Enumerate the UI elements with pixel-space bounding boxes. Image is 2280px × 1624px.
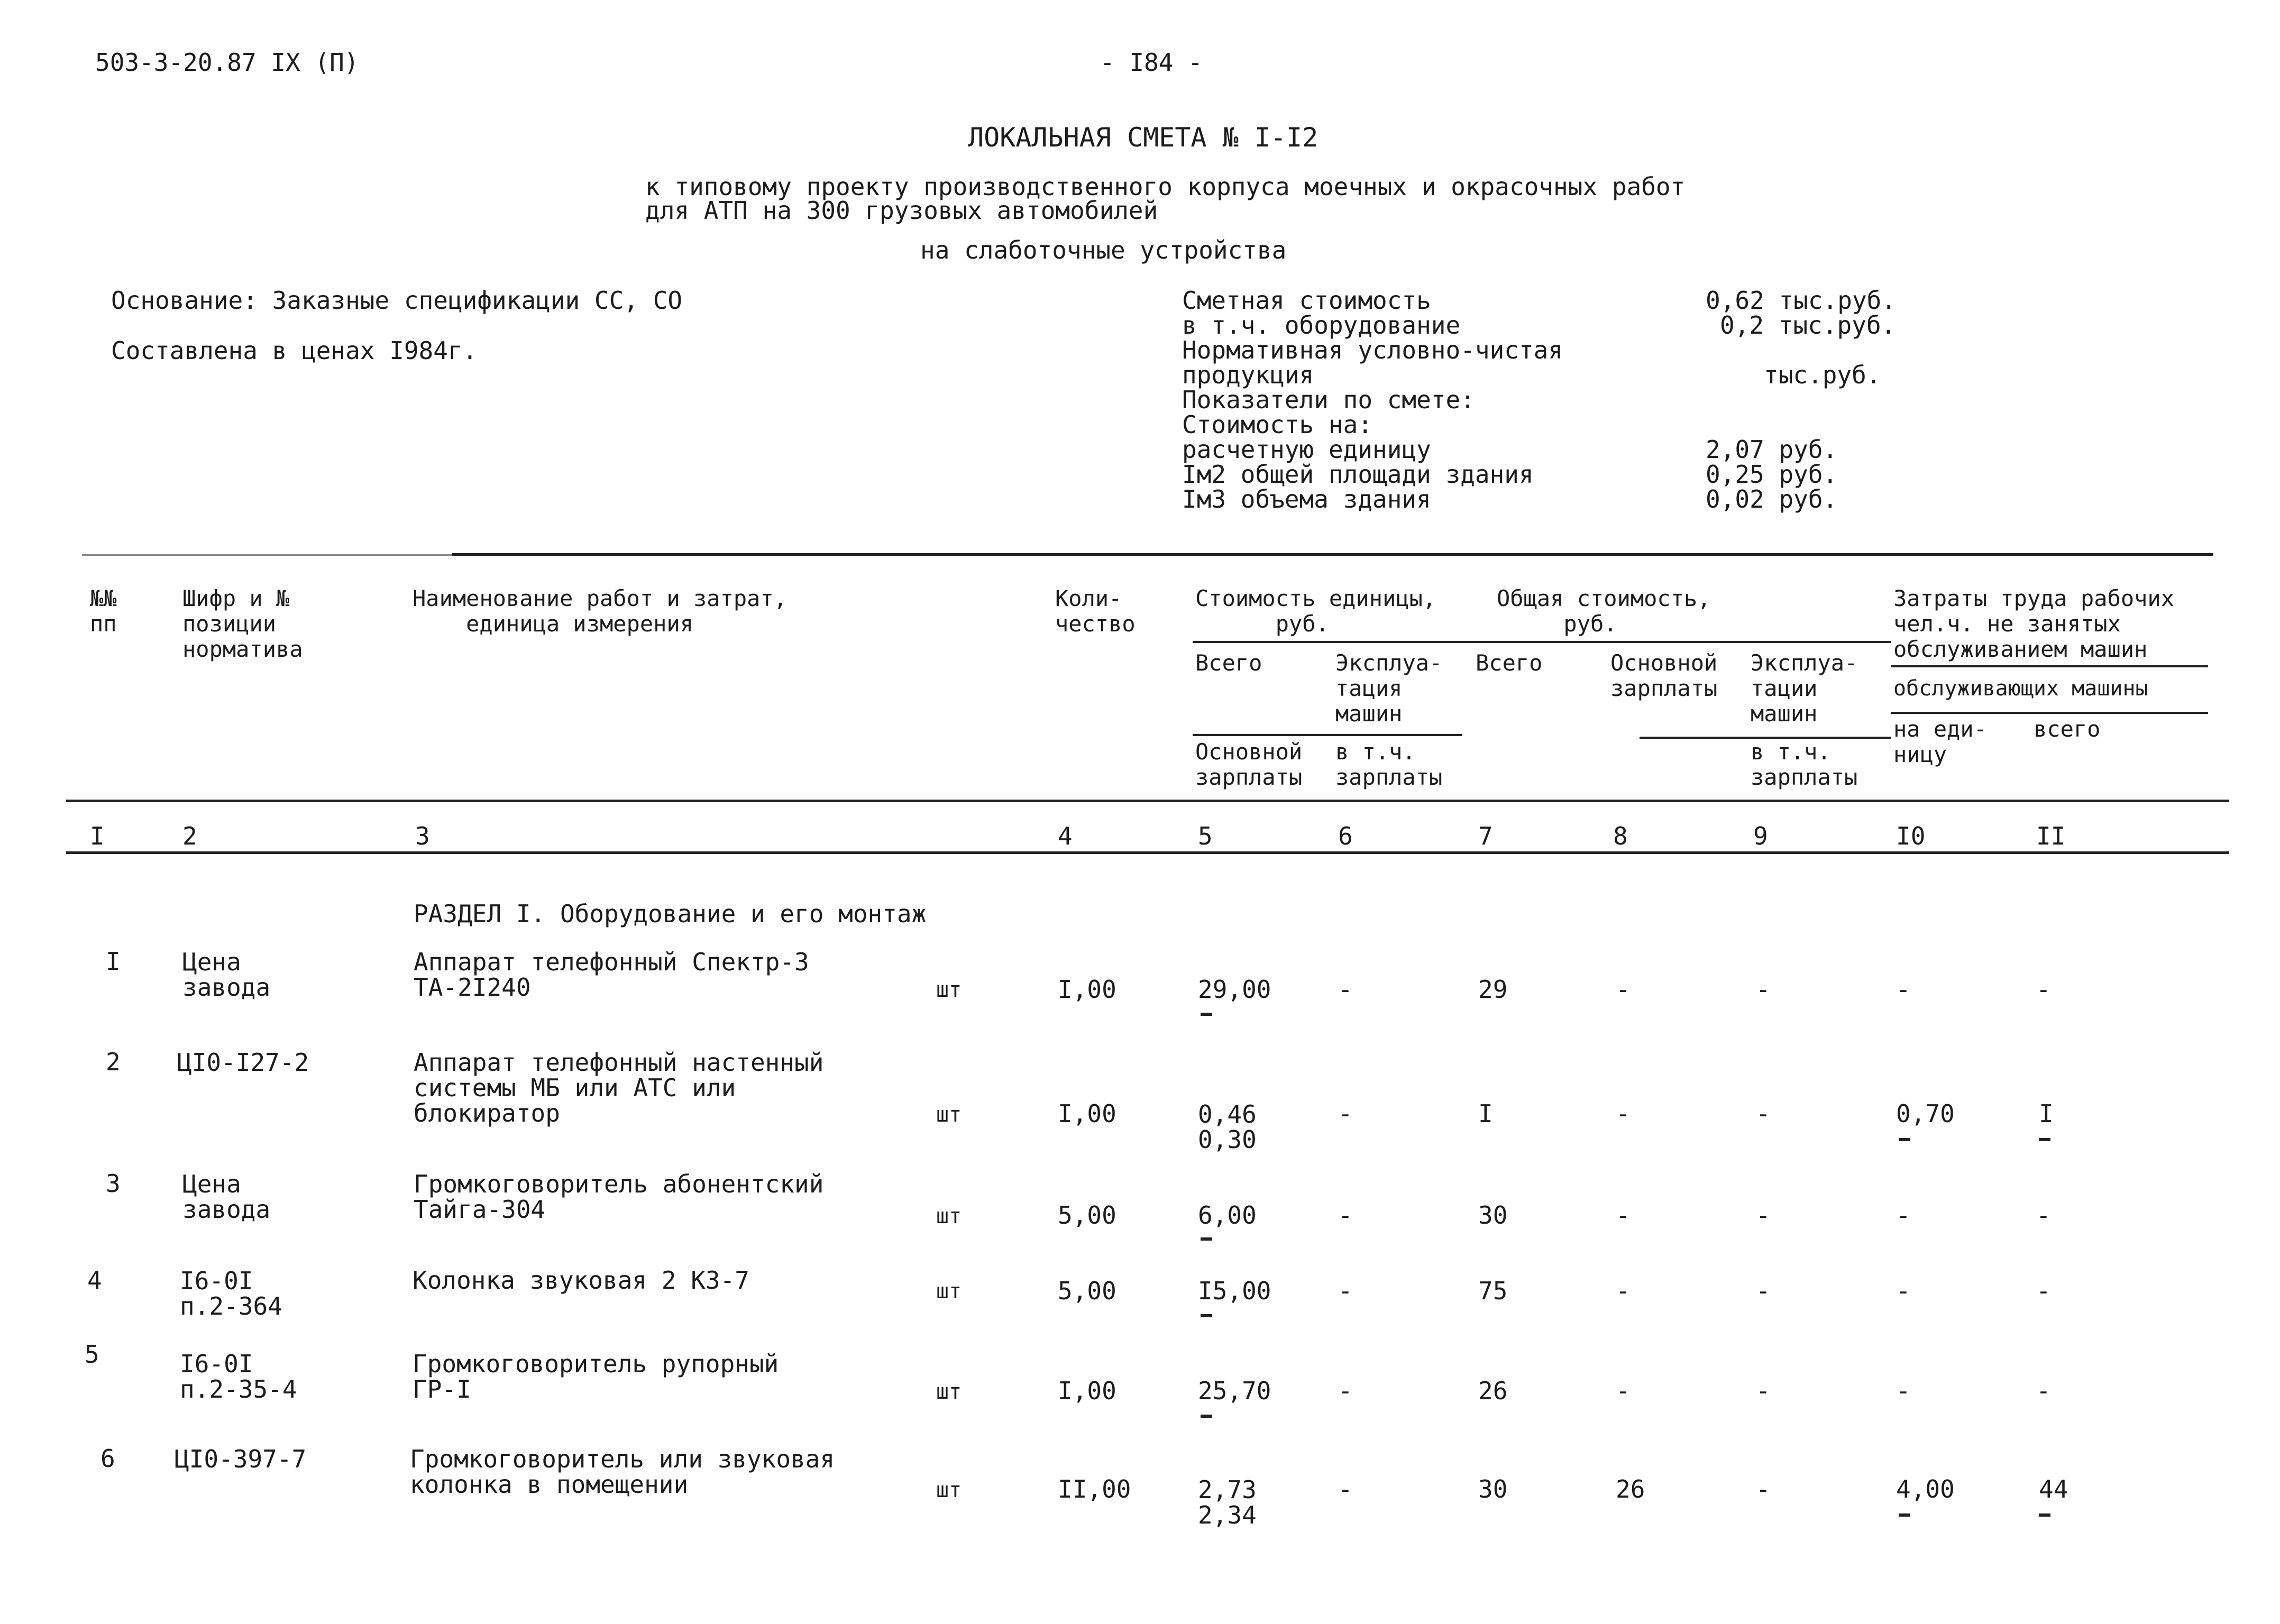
- row-labor-total: -: [2036, 1377, 2051, 1405]
- row-unit-wage-dash: [1201, 1415, 1212, 1418]
- subtitle-line-3: на слаботочные устройства: [920, 236, 1287, 264]
- row-name: Аппарат телефонный настенный системы МБ или АТС или блокиратор: [414, 1048, 824, 1127]
- row-unit-machines: -: [1338, 1099, 1353, 1128]
- column-number-6: 6: [1338, 822, 1353, 850]
- row-total-wage: -: [1616, 975, 1631, 1004]
- row-unit: шт: [936, 1103, 962, 1127]
- column-number-5: 5: [1198, 822, 1213, 850]
- row-unit: шт: [936, 1204, 962, 1228]
- equipment-value: 0,2 тыс.руб.: [1720, 311, 1896, 340]
- header-labor-group: Затраты труда рабочих чел.ч. не занятых обслуживанием машин: [1893, 585, 2175, 662]
- row-number: 2: [106, 1048, 121, 1076]
- estimated-cost-value: 0,62 тыс.руб.: [1706, 286, 1897, 315]
- row-number: 5: [85, 1340, 99, 1369]
- row-unit: шт: [936, 1279, 962, 1304]
- row-unit: шт: [936, 1380, 962, 1404]
- column-number-11: II: [2036, 822, 2066, 850]
- row-total: 30: [1478, 1475, 1508, 1503]
- row-number: 4: [87, 1266, 102, 1295]
- row-labor-total-dash: [2039, 1513, 2050, 1517]
- basis-prices-year: Составлена в ценах I984г.: [111, 336, 478, 365]
- column-number-4: 4: [1058, 822, 1073, 850]
- header-labor-sub: обслуживающих машины: [1893, 676, 2148, 701]
- row-total-wage: -: [1616, 1099, 1631, 1128]
- row-code: ЦI0-397-7: [175, 1445, 307, 1473]
- subtitle-line-2: для АТП на 300 грузовых автомобилей: [645, 196, 1158, 225]
- header-c11: всего: [2034, 716, 2101, 742]
- row-labor-total: -: [2036, 1201, 2051, 1230]
- row-quantity: I,00: [1058, 1099, 1116, 1128]
- per-m2-value: 0,25 руб.: [1706, 460, 1838, 489]
- header-c6-top: Эксплуа- тация машин: [1335, 650, 1443, 727]
- row-unit-wage-dash: [1201, 1013, 1212, 1016]
- row-number: 3: [106, 1169, 121, 1198]
- table-top-rule-faint: [82, 554, 452, 556]
- header-c9-top: Эксплуа- тации машин: [1751, 650, 1858, 727]
- row-quantity: 5,00: [1058, 1277, 1116, 1305]
- row-labor-per-unit: 4,00: [1896, 1475, 1955, 1503]
- header-c7-top: Всего: [1476, 650, 1543, 676]
- document-code: 503-3-20.87 IX (П): [95, 48, 359, 77]
- header-c5-bottom: Основной зарплаты: [1195, 739, 1303, 790]
- header-c8-top: Основной зарплаты: [1610, 650, 1718, 701]
- per-m3-value: 0,02 руб.: [1706, 485, 1838, 513]
- row-unit-machines: -: [1338, 1475, 1353, 1503]
- row-total-wage: -: [1616, 1377, 1631, 1405]
- row-name: Громкоговоритель абонентский Тайга-304: [414, 1170, 824, 1224]
- indicators-label: Показатели по смете:: [1182, 386, 1475, 414]
- row-unit-cost-total: 0,46 0,30: [1198, 1100, 1257, 1154]
- unit-cost-split-rule: [1193, 734, 1462, 736]
- header-col-code: Шифр и № позиции норматива: [182, 585, 303, 662]
- row-unit-cost-total: 25,70: [1198, 1377, 1271, 1405]
- row-unit: шт: [936, 978, 962, 1002]
- row-total: 26: [1478, 1377, 1508, 1405]
- column-number-1: I: [90, 822, 105, 850]
- column-number-9: 9: [1753, 822, 1768, 850]
- header-unit-cost-group: Стоимость единицы, руб.: [1195, 585, 1436, 637]
- labor-group-rule: [1891, 665, 2208, 667]
- row-unit-cost-total: 2,73 2,34: [1198, 1475, 1257, 1529]
- row-unit-cost-total: 6,00: [1198, 1201, 1257, 1230]
- row-unit-machines: -: [1338, 1201, 1353, 1230]
- row-code: Цена завода: [182, 948, 271, 1002]
- row-unit: шт: [936, 1478, 962, 1502]
- row-labor-per-unit: -: [1896, 975, 1911, 1004]
- normative-value: тыс.руб.: [1764, 361, 1881, 389]
- row-name: Громкоговоритель рупорный ГР-I: [413, 1350, 779, 1403]
- row-labor-total: I: [2039, 1099, 2054, 1128]
- row-unit-machines: -: [1338, 975, 1353, 1004]
- row-labor-total: -: [2036, 975, 2051, 1004]
- row-labor-per-unit-dash: [1899, 1138, 1910, 1141]
- table-top-rule: [452, 553, 2213, 556]
- column-number-3: 3: [415, 822, 430, 850]
- header-c5-top: Всего: [1195, 650, 1262, 676]
- row-labor-per-unit: 0,70: [1896, 1099, 1955, 1128]
- row-total-wage: -: [1616, 1201, 1631, 1230]
- row-total: 30: [1478, 1201, 1508, 1230]
- row-code: I6-0I п.2-364: [180, 1267, 282, 1320]
- row-quantity: 5,00: [1058, 1201, 1116, 1230]
- row-labor-per-unit: -: [1896, 1277, 1911, 1305]
- equipment-label: в т.ч. оборудование: [1182, 311, 1461, 340]
- row-total: 29: [1478, 975, 1508, 1004]
- row-number: I: [106, 947, 121, 976]
- row-quantity: I,00: [1058, 1377, 1116, 1405]
- header-c9-bottom: в т.ч. зарплаты: [1751, 739, 1858, 790]
- header-col-quantity: Коли- чество: [1055, 585, 1136, 637]
- estimated-cost-label: Сметная стоимость: [1182, 286, 1431, 315]
- per-unit-value: 2,07 руб.: [1706, 435, 1838, 464]
- document-title: ЛОКАЛЬНАЯ СМЕТА № I-I2: [968, 122, 1318, 153]
- row-total-machines: -: [1756, 1377, 1771, 1405]
- subtitle-line-1: к типовому проекту производственного корпуса моечных и окрасочных работ: [645, 172, 1686, 201]
- column-number-7: 7: [1478, 822, 1493, 850]
- cost-group-rule: [1193, 641, 1891, 643]
- normative-label-1: Нормативная условно-чистая: [1182, 336, 1563, 364]
- cost-per-label: Стоимость на:: [1182, 410, 1373, 439]
- header-col-number: №№ пп: [90, 585, 117, 637]
- row-name: Громкоговоритель или звуковая колонка в помещении: [410, 1445, 835, 1499]
- per-m2-label: Iм2 общей площади здания: [1182, 460, 1534, 489]
- row-labor-per-unit: -: [1896, 1201, 1911, 1230]
- header-bottom-rule: [66, 800, 2229, 802]
- row-total-wage: -: [1616, 1277, 1631, 1305]
- row-labor-per-unit: -: [1896, 1377, 1911, 1405]
- row-unit-cost-total: I5,00: [1198, 1277, 1271, 1305]
- row-total-wage: 26: [1616, 1475, 1645, 1503]
- row-unit-wage-dash: [1201, 1237, 1212, 1241]
- row-code: Цена завода: [182, 1170, 271, 1224]
- row-unit-machines: -: [1338, 1377, 1353, 1405]
- column-number-8: 8: [1613, 822, 1628, 850]
- row-unit-wage-dash: [1201, 1314, 1212, 1317]
- row-labor-total-dash: [2039, 1138, 2050, 1141]
- header-c10: на еди- ницу: [1893, 716, 1988, 767]
- header-col-name: Наименование работ и затрат, единица измерения: [413, 585, 788, 637]
- page-number: - I84 -: [1100, 48, 1203, 77]
- basis-specifications: Основание: Заказные спецификации СС, СО: [111, 286, 683, 315]
- column-number-2: 2: [182, 822, 197, 850]
- per-unit-label: расчетную единицу: [1182, 435, 1431, 464]
- normative-label-2: продукция: [1182, 361, 1314, 389]
- section-title: РАЗДЕЛ I. Оборудование и его монтаж: [414, 900, 927, 928]
- row-code: ЦI0-I27-2: [177, 1048, 309, 1077]
- column-number-10: I0: [1896, 822, 1926, 850]
- row-total-machines: -: [1756, 1277, 1771, 1305]
- row-total-machines: -: [1756, 1201, 1771, 1230]
- row-total: 75: [1478, 1277, 1508, 1305]
- header-total-cost-group: Общая стоимость, руб.: [1497, 585, 1711, 637]
- row-total-machines: -: [1756, 975, 1771, 1004]
- row-labor-per-unit-dash: [1899, 1513, 1910, 1517]
- row-unit-cost-total: 29,00: [1198, 975, 1271, 1004]
- column-numbers-rule: [66, 851, 2229, 854]
- row-total-machines: -: [1756, 1099, 1771, 1128]
- header-c6-bottom: в т.ч. зарплаты: [1335, 739, 1443, 790]
- row-unit-machines: -: [1338, 1277, 1353, 1305]
- row-name: Аппарат телефонный Спектр-3 ТА-2I240: [414, 948, 809, 1002]
- labor-sub-rule: [1891, 712, 2208, 714]
- row-total-machines: -: [1756, 1475, 1771, 1503]
- row-quantity: I,00: [1058, 975, 1116, 1004]
- row-labor-total: -: [2036, 1277, 2051, 1305]
- row-number: 6: [100, 1444, 115, 1473]
- per-m3-label: Iм3 объема здания: [1182, 485, 1431, 513]
- row-quantity: II,00: [1058, 1475, 1131, 1503]
- row-code: I6-0I п.2-35-4: [180, 1350, 297, 1403]
- row-name: Колонка звуковая 2 КЗ-7: [413, 1266, 749, 1295]
- row-labor-total: 44: [2039, 1475, 2068, 1503]
- row-total: I: [1478, 1099, 1493, 1128]
